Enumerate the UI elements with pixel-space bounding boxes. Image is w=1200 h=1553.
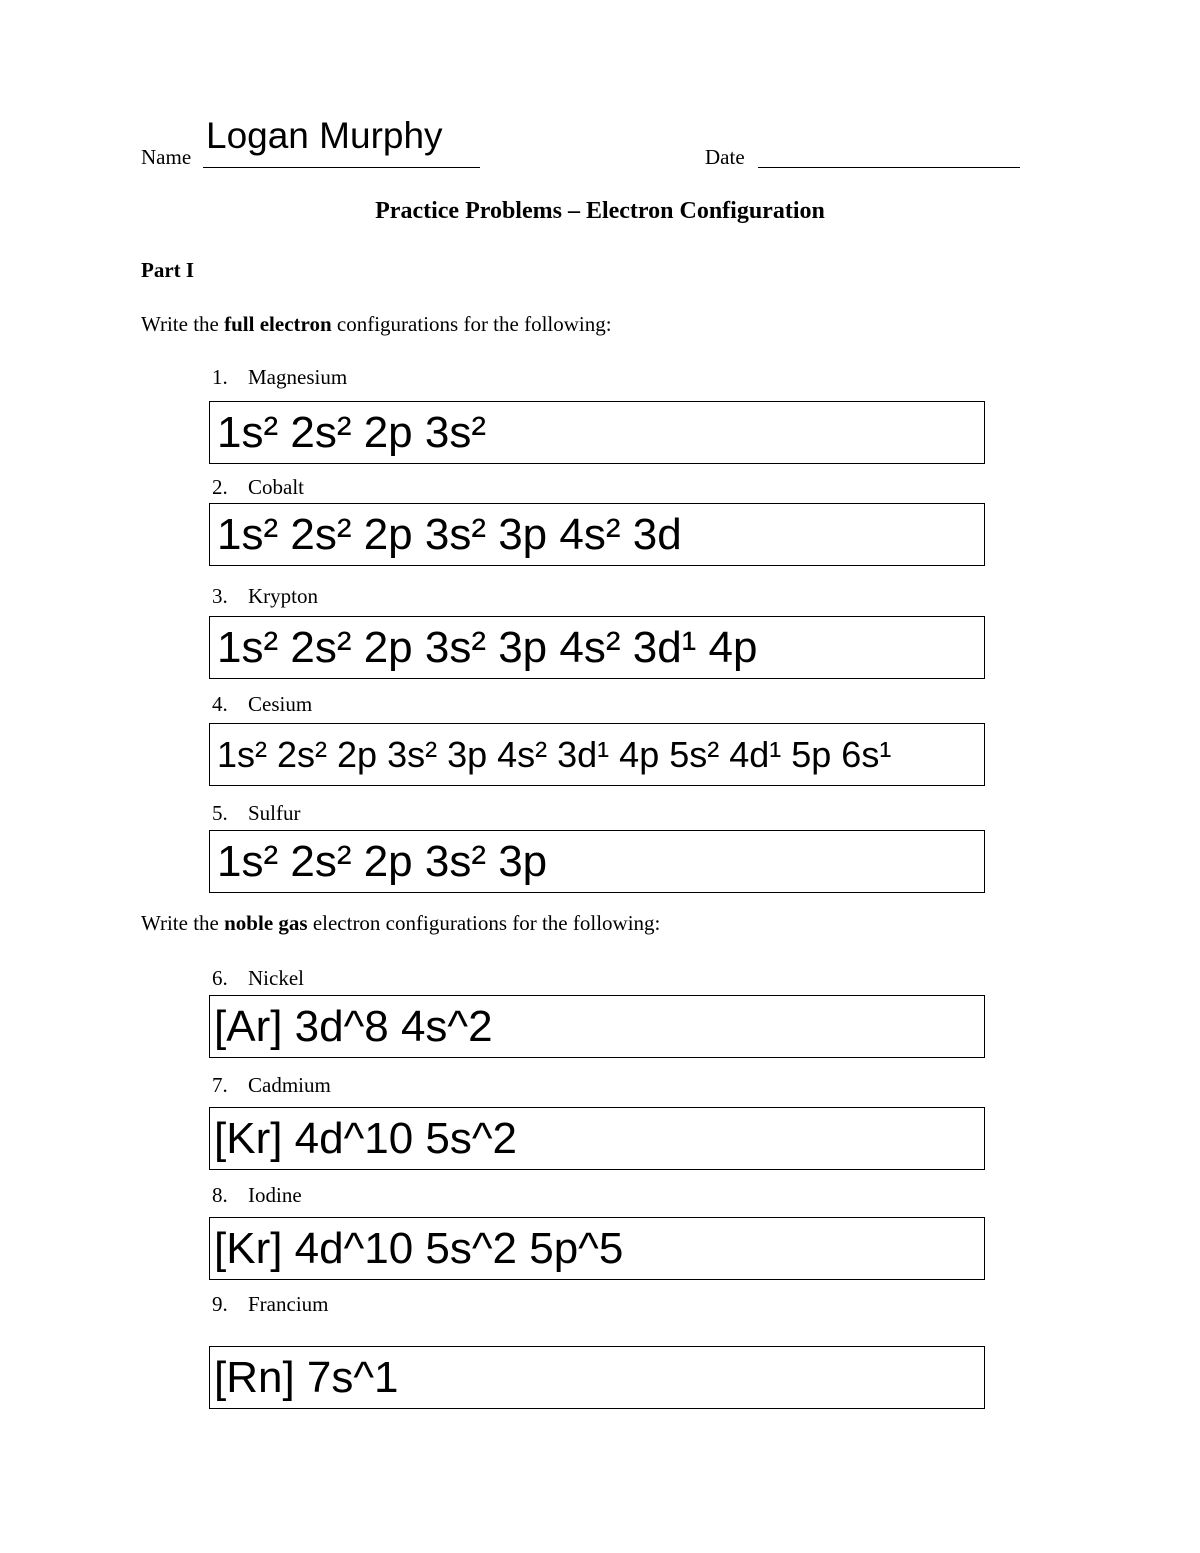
question-5-label bbox=[212, 801, 301, 825]
instruction-full-prefix: Write the bbox=[141, 312, 225, 336]
question-7-label bbox=[212, 1073, 331, 1097]
part-label: Part I bbox=[141, 258, 195, 282]
date-label: Date bbox=[705, 145, 745, 169]
question-number: 8. bbox=[212, 1183, 228, 1207]
question-element: Iodine bbox=[248, 1183, 302, 1207]
answer-box-1[interactable]: 1s² 2s² 2p 3s² bbox=[209, 401, 985, 464]
question-element: Cadmium bbox=[248, 1073, 331, 1097]
question-number: 7. bbox=[212, 1073, 228, 1097]
question-element: Magnesium bbox=[248, 365, 348, 389]
name-value[interactable]: Logan Murphy bbox=[206, 115, 443, 156]
question-number: 6. bbox=[212, 966, 228, 990]
question-element: Cobalt bbox=[248, 475, 304, 499]
question-number: 9. bbox=[212, 1292, 228, 1316]
question-element: Nickel bbox=[248, 966, 304, 990]
name-underline bbox=[203, 167, 480, 168]
question-1-label bbox=[212, 365, 347, 389]
question-element: Cesium bbox=[248, 692, 313, 716]
answer-box-6[interactable]: [Ar] 3d^8 4s^2 bbox=[209, 995, 985, 1058]
question-3-label bbox=[212, 584, 318, 608]
instruction-noble-prefix: Write the bbox=[141, 911, 225, 935]
instruction-noble bbox=[141, 911, 660, 935]
answer-box-9[interactable]: [Rn] 7s^1 bbox=[209, 1346, 985, 1409]
instruction-full-suffix: configurations for the following: bbox=[331, 312, 612, 336]
page-title: Practice Problems – Electron Configuration bbox=[375, 198, 825, 224]
question-4-label bbox=[212, 692, 312, 716]
answer-box-4[interactable]: 1s² 2s² 2p 3s² 3p 4s² 3d¹ 4p 5s² 4d¹ 5p 6s¹ bbox=[209, 723, 985, 786]
question-2-label bbox=[212, 475, 304, 499]
question-8-label bbox=[212, 1183, 302, 1207]
question-number: 1. bbox=[212, 365, 228, 389]
instruction-noble-bold: noble gas bbox=[224, 911, 308, 935]
instruction-full bbox=[141, 312, 612, 336]
question-number: 4. bbox=[212, 692, 228, 716]
question-9-label bbox=[212, 1292, 328, 1316]
date-field[interactable] bbox=[758, 167, 1020, 168]
question-element: Francium bbox=[248, 1292, 329, 1316]
answer-box-5[interactable]: 1s² 2s² 2p 3s² 3p bbox=[209, 830, 985, 893]
answer-box-3[interactable]: 1s² 2s² 2p 3s² 3p 4s² 3d¹ 4p bbox=[209, 616, 985, 679]
instruction-full-bold: full electron bbox=[224, 312, 332, 336]
question-number: 5. bbox=[212, 801, 228, 825]
instruction-noble-suffix: electron configurations for the following: bbox=[307, 911, 661, 935]
question-element: Krypton bbox=[248, 584, 318, 608]
question-number: 2. bbox=[212, 475, 228, 499]
question-element: Sulfur bbox=[248, 801, 301, 825]
question-number: 3. bbox=[212, 584, 228, 608]
answer-box-8[interactable]: [Kr] 4d^10 5s^2 5p^5 bbox=[209, 1217, 985, 1280]
name-label: Name bbox=[141, 145, 192, 169]
question-6-label bbox=[212, 966, 304, 990]
answer-box-2[interactable]: 1s² 2s² 2p 3s² 3p 4s² 3d bbox=[209, 503, 985, 566]
answer-box-7[interactable]: [Kr] 4d^10 5s^2 bbox=[209, 1107, 985, 1170]
